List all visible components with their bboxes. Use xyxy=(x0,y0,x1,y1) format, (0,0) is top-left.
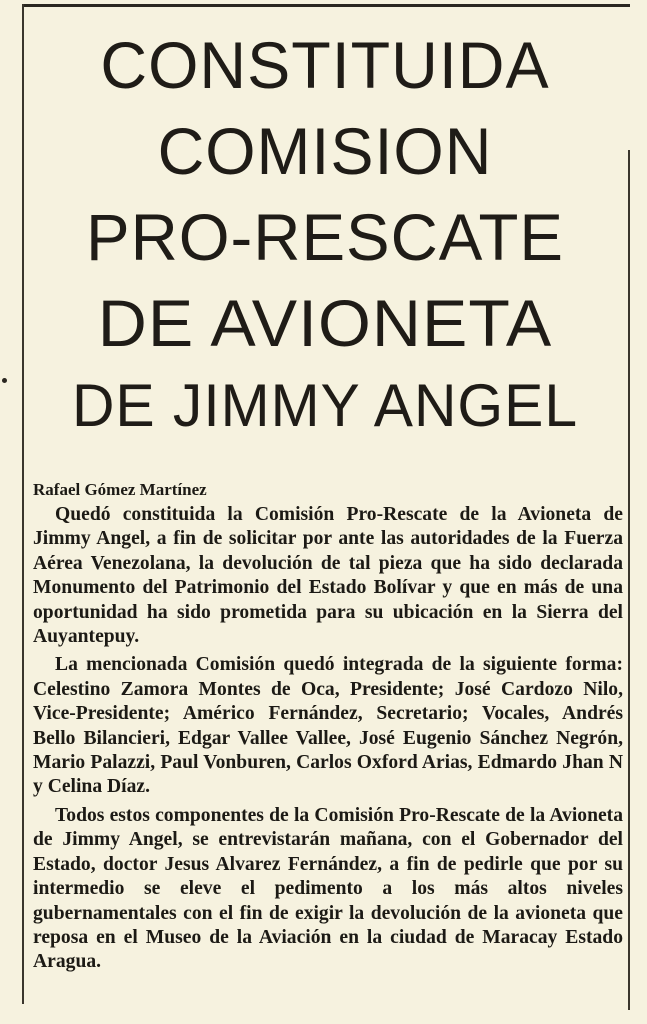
article-body xyxy=(33,478,623,979)
headline-line-4: DE AVIONETA xyxy=(97,286,553,360)
headline-line-5: DE JIMMY ANGEL xyxy=(71,372,579,439)
paragraph-2: La mencionada Comisión quedó integrada de la siguiente forma: Celestino Zamora Montes de Oca, Presidente; José Cardozo Nilo, Vice-Presidente; Américo Fernández, Secretario; Vocales, Andrés Bello Bilancieri, Edgar Vallee Vallee, José Eugenio Sánchez Negrón, Mario Palazzi, Paul Vonburen, Carlos Oxford Arias, Edmardo Jhan N y Celina Díaz. xyxy=(33,654,623,798)
headline xyxy=(30,22,620,446)
byline: Rafael Gómez Martínez xyxy=(33,480,207,499)
paragraph-1: Quedó constituida la Comisión Pro-Rescate de la Avioneta de Jimmy Angel, a fin de solicitar por ante las autoridades de la Fuerza Aérea Venezolana, la devolución de tal pieza que ha sido declarada Monumento del Patrimonio del Estado Bolívar y que en más de una oportunidad ha sido prometida para su ubicación en la Sierra del Auyantepuy. xyxy=(33,504,623,648)
headline-line-3: PRO-RESCATE xyxy=(85,200,565,274)
left-border-rule xyxy=(22,4,24,1004)
headline-line-1: CONSTITUIDA xyxy=(100,28,550,102)
paragraph-3: Todos estos componentes de la Comisión Pro-Rescate de la Avioneta de Jimmy Angel, se entrevistarán mañana, con el Gobernador del Estado, doctor Jesus Alvarez Fernández, a fin de pedirle que por su intermedio se eleve el pedimento a los más altos niveles gubernamentales con el fin de exigir la devolución de la avioneta que reposa en el Museo de la Aviación en la ciudad de Maracay Estado Aragua. xyxy=(33,804,623,973)
top-border-rule xyxy=(22,4,630,7)
right-border-rule xyxy=(628,150,630,1010)
headline-line-2: COMISION xyxy=(157,114,493,188)
margin-dot xyxy=(2,378,7,383)
